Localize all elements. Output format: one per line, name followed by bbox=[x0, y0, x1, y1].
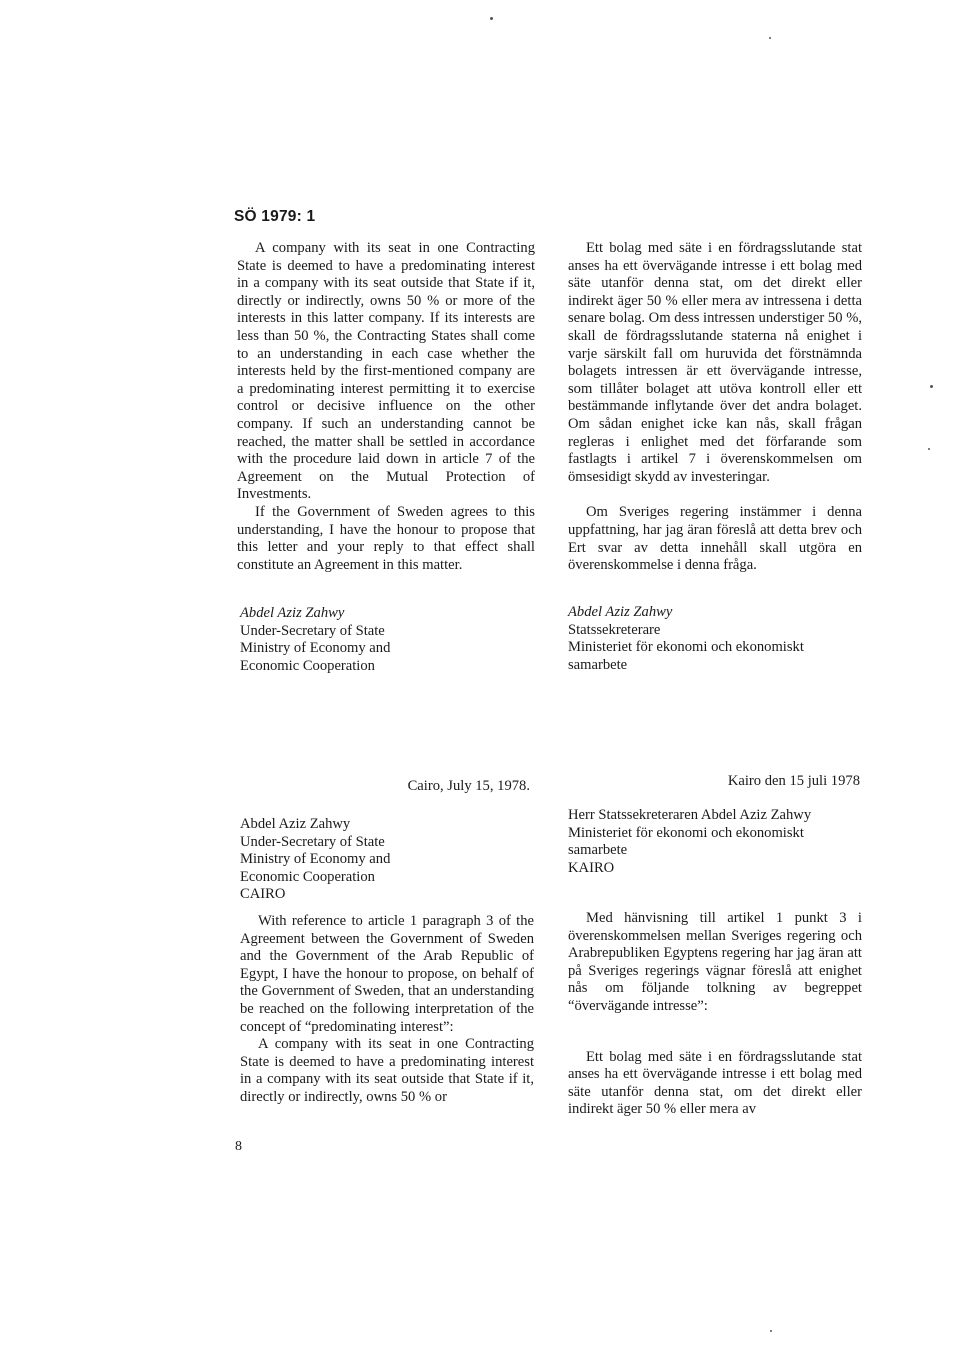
swedish-paragraph-company-definition: Ett bolag med säte i en fördragsslutande stat anses ha ett övervägande intresse i ett bolag med säte utanför denna stat, om det direkt eller indirekt äger 50 % eller mera av intressena i detta senare bolag. Om dess intressen understiger 50 %, skall de fördragsslutande staterna nå enighet i varje särskilt fall om huruvida det förstnämnda bolagets intressen är ett övervägande intresse, som tillåter bolaget att utöva kontroll eller ett bestämmande inflytande över det andra bolaget. Om sådan enighet icke kan nås, skall frågan regleras i enlighet med det förfarande som fastlagts i artikel 7 i överenskommelsen om ömsesidigt skydd av investeringar. bbox=[568, 240, 862, 485]
english-letter-date: Cairo, July 15, 1978. bbox=[407, 778, 530, 794]
english-column-top bbox=[237, 240, 535, 574]
english-address-line: Economic Cooperation bbox=[240, 868, 375, 885]
swedish-signature-ministry: Ministeriet för ekonomi och ekonomiskt samarbete bbox=[568, 639, 804, 673]
english-address-block bbox=[240, 816, 538, 904]
scan-speck bbox=[769, 37, 771, 39]
swedish-signature-block bbox=[568, 604, 862, 674]
page-number: 8 bbox=[235, 1139, 242, 1154]
english-paragraph-company-definition: A company with its seat in one Contracting State is deemed to have a predominating interest in a company with its seat outside that State if it, directly or indirectly, owns 50 % or more of the interests in this latter company. If its interests are less than 50 %, the Contracting States shall come to an understanding in each case whether the interests held by the first-mentioned company are a predominating interest permitting it to exercise control or decisive influence on the other company. If such an understanding cannot be reached, the matter shall be settled in accordance with the procedure laid down in article 7 of the Agreement on the Mutual Protection of Investments. bbox=[237, 240, 535, 503]
english-paragraph-reference: With reference to article 1 paragraph 3 of the Agreement between the Government of Sweden and the Government of the Arab Republic of Egypt, I have the honour to propose, on behalf of the Government of Sweden, that an understanding be reached on the following interpretation of the concept of “predominating interest”: bbox=[240, 913, 534, 1035]
english-address-line: CAIRO bbox=[240, 886, 286, 903]
swedish-letter-date: Kairo den 15 juli 1978 bbox=[727, 773, 860, 789]
english-signature-ministry-1: Ministry of Economy and bbox=[240, 640, 391, 657]
english-address-line: Abdel Aziz Zahwy bbox=[240, 816, 351, 832]
scan-speck bbox=[490, 17, 493, 20]
swedish-address-line: Herr Statssekreteraren Abdel Aziz Zahwy bbox=[568, 807, 812, 823]
scan-speck bbox=[928, 448, 930, 450]
swedish-paragraph-reference: Med hänvisning till artikel 1 punkt 3 i överenskommelsen mellan Sveriges regering och Arabrepubliken Egyptens regering har jag äran att på Sveriges regerings vägnar föreslå att enighet nås om följande tolkning av begreppet “övervägande intresse”: bbox=[568, 910, 862, 1014]
swedish-address-line: KAIRO bbox=[568, 859, 615, 876]
document-reference: SÖ 1979: 1 bbox=[234, 208, 316, 225]
english-column-bottom bbox=[240, 913, 534, 1107]
swedish-paragraph-proposal: Om Sveriges regering instämmer i denna uppfattning, har jag äran föreslå att detta brev och Ert svar av detta innehåll skall utgöra en överenskommelse i denna fråga. bbox=[568, 504, 862, 574]
english-paragraph-company-definition-repeat: A company with its seat in one Contracting State is deemed to have a predominating interest in a company with its seat outside that State if it, directly or indirectly, owns 50 % or bbox=[240, 1036, 534, 1105]
swedish-column-top bbox=[568, 240, 862, 575]
english-signature-title: Under-Secretary of State bbox=[240, 622, 385, 639]
swedish-signature-title: Statssekreterare bbox=[568, 621, 661, 638]
english-signature-name: Abdel Aziz Zahwy bbox=[240, 605, 345, 621]
english-address-line: Ministry of Economy and bbox=[240, 851, 391, 868]
swedish-signature-name: Abdel Aziz Zahwy bbox=[568, 604, 673, 620]
swedish-address-block bbox=[568, 807, 858, 877]
english-paragraph-proposal: If the Government of Sweden agrees to this understanding, I have the honour to propose that this letter and your reply to that effect shall constitute an Agreement in this matter. bbox=[237, 503, 535, 573]
english-address-line: Under-Secretary of State bbox=[240, 833, 385, 850]
swedish-column-bottom bbox=[568, 910, 862, 1119]
english-signature-block bbox=[240, 605, 538, 675]
swedish-address-line: Ministeriet för ekonomi och ekonomiskt samarbete bbox=[568, 824, 804, 859]
swedish-paragraph-company-definition-repeat: Ett bolag med säte i en fördragsslutande stat anses ha ett övervägande intresse i ett bolag med säte utanför denna stat, om det direkt eller indirekt äger 50 % eller mera av bbox=[568, 1048, 862, 1118]
scan-speck bbox=[770, 1330, 772, 1332]
english-signature-ministry-2: Economic Cooperation bbox=[240, 657, 375, 674]
scan-speck bbox=[930, 385, 933, 388]
